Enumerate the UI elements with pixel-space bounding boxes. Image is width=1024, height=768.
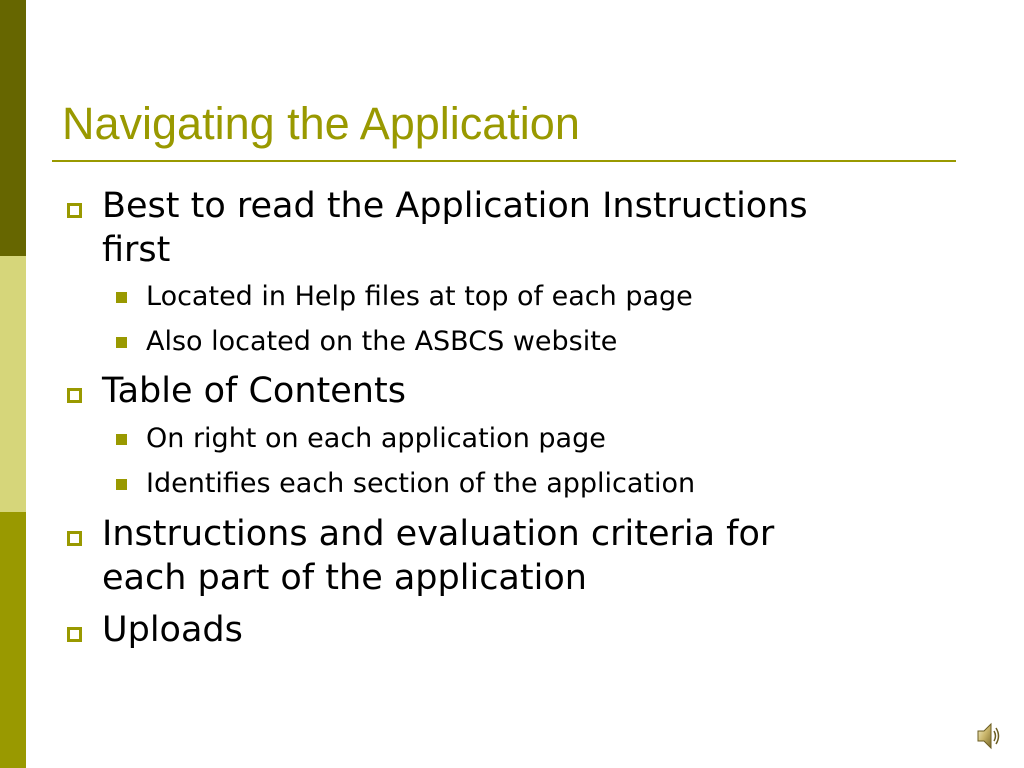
bullet-text-line: each part of the application [102,558,587,598]
solid-square-bullet-icon [116,337,127,348]
sub-bullet-text: Also located on the ASBCS website [146,326,618,357]
solid-square-bullet-icon [116,434,127,445]
bullet-text-line: Uploads [102,610,243,650]
bullet-text-line: first [102,230,171,270]
speaker-icon[interactable] [976,720,1002,752]
sub-bullet-text: Identifies each section of the application [146,468,696,499]
speaker-icon-graphic [976,720,1002,752]
hollow-square-bullet-icon [67,388,82,403]
solid-square-bullet-icon [116,292,127,303]
hollow-square-bullet-icon [67,531,82,546]
sub-bullet-text: Located in Help files at top of each page [146,281,693,312]
solid-square-bullet-icon [116,479,127,490]
bullet-text-line: Instructions and evaluation criteria for [102,514,775,554]
bullet-text-line: Table of Contents [102,371,406,411]
slide-title: Navigating the Application [62,98,580,149]
hollow-square-bullet-icon [67,203,82,218]
hollow-square-bullet-icon [67,627,82,642]
bullet-text-line: Best to read the Application Instructions [102,186,808,226]
sub-bullet-text: On right on each application page [146,423,606,454]
